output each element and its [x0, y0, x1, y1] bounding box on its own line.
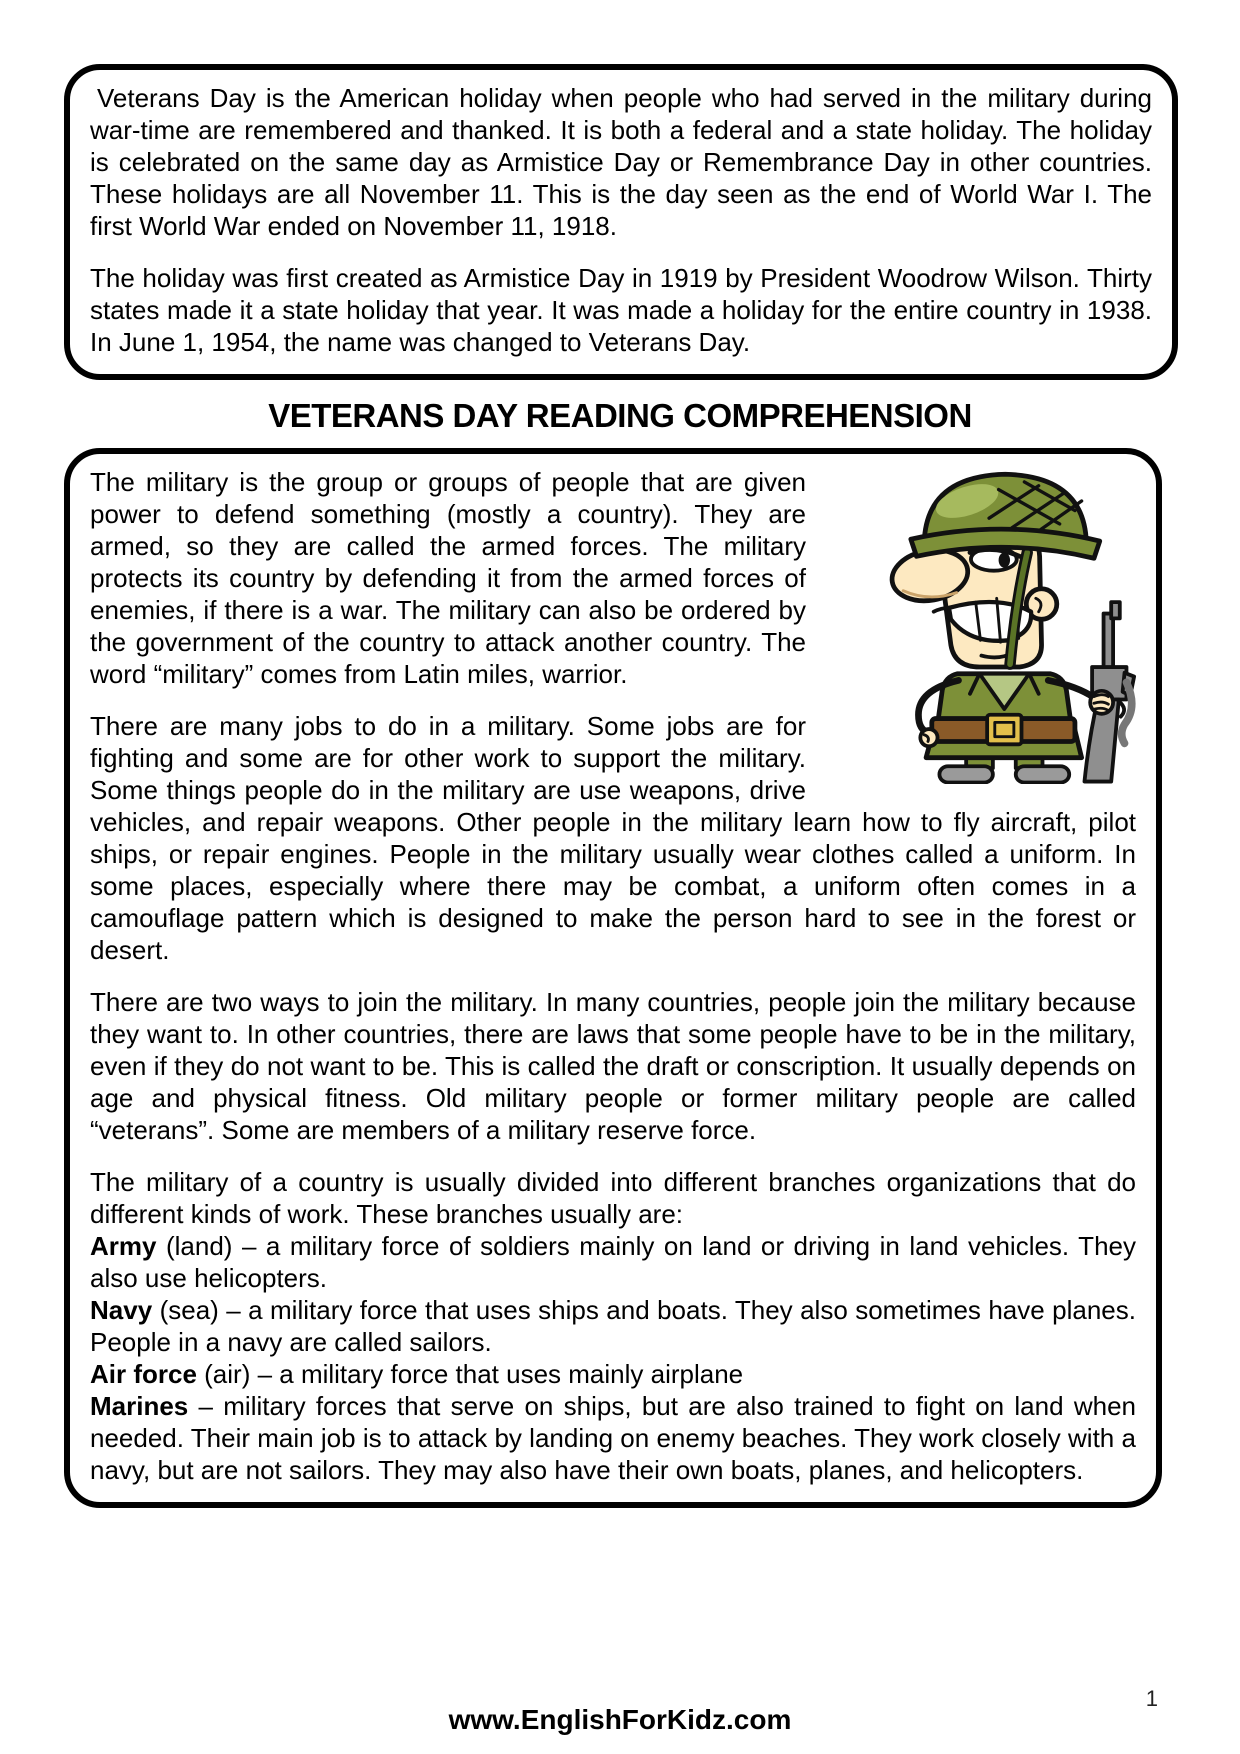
intro-box [64, 64, 1178, 380]
branch-navy [90, 1294, 1136, 1358]
branch-airforce-name: Air force [90, 1359, 197, 1389]
reading-paragraph-2: There are many jobs to do in a military. Some jobs are for fighting and some are for other work to support the military. Some things people do in the military are use weapons, drive vehicles, and repair weapons. Other people in the military learn how to fly aircraft, pilot ships, or repair engines. People in the military usually wear clothes called a uniform. In some places, especially where there may be combat, a uniform often comes in a camouflage pattern which is designed to make the person hard to see in the forest or desert. [90, 711, 1136, 965]
soldier-cartoon-image [886, 468, 1136, 784]
soldier-cartoon-svg [886, 468, 1136, 784]
branch-navy-text: (sea) – a military force that uses ships and boats. They also sometimes have planes. People in a navy are called sailors. [90, 1295, 1136, 1357]
branch-marines-name: Marines [90, 1391, 189, 1421]
page-title: VETERANS DAY READING COMPREHENSION [268, 397, 972, 434]
branch-army-text: (land) – a military force of soldiers mainly on land or driving in land vehicles. They also use helicopters. [90, 1231, 1136, 1293]
branch-marines-text: – military forces that serve on ships, but are also trained to fight on land when needed. Their main job is to attack by landing on enemy beaches. They work closely with a navy, but are not sailors. They may also have their own boats, planes, and helicopters. [90, 1391, 1136, 1485]
soldier-helmet [911, 474, 1100, 558]
branch-army [90, 1230, 1136, 1294]
branch-army-name: Army [90, 1231, 157, 1261]
soldier-head [888, 537, 1057, 667]
branch-airforce [90, 1358, 1136, 1390]
reading-box [64, 448, 1162, 1508]
page-number: 1 [1145, 1686, 1158, 1711]
intro-paragraph-2: The holiday was first created as Armistice Day in 1919 by President Woodrow Wilson. Thirty states made it a state holiday that year. It was made a holiday for the entire country in 1938. In June 1, 1954, the name was changed to Veterans Day. [90, 263, 1152, 357]
branches-intro: The military of a country is usually divided into different branches organizations that do different kinds of work. These branches usually are: [90, 1167, 1136, 1229]
branch-marines [90, 1390, 1136, 1486]
reading-paragraph-3: There are two ways to join the military. In many countries, people join the military because they want to. In other countries, there are laws that some people have to be in the military, even if they do not want to be. This is called the draft or conscription. It usually depends on age and physical fitness. Old military people or former military people are called “veterans”. Some are members of a military reserve force. [90, 987, 1136, 1145]
footer-website: www.EnglishForKidz.com [448, 1704, 792, 1735]
intro-paragraph-1: Veterans Day is the American holiday when people who had served in the military during war-time are remembered and thanked. It is both a federal and a state holiday. The holiday is celebrated on the same day as Armistice Day or Remembrance Day in other countries. These holidays are all November 11. This is the day seen as the end of World War I. The first World War ended on November 11, 1918. [90, 83, 1152, 241]
reading-paragraph-1: The military is the group or groups of people that are given power to defend something (mostly a country). They are armed, so they are called the armed forces. The military protects its country by defending it from the armed forces of enemies, if there is a war. The military can also be ordered by the government of the country to attack another country. The word “military” comes from Latin miles, warrior. [90, 467, 806, 689]
branch-airforce-text: (air) – a military force that uses mainly airplane [196, 1359, 744, 1389]
branch-navy-name: Navy [90, 1295, 153, 1325]
